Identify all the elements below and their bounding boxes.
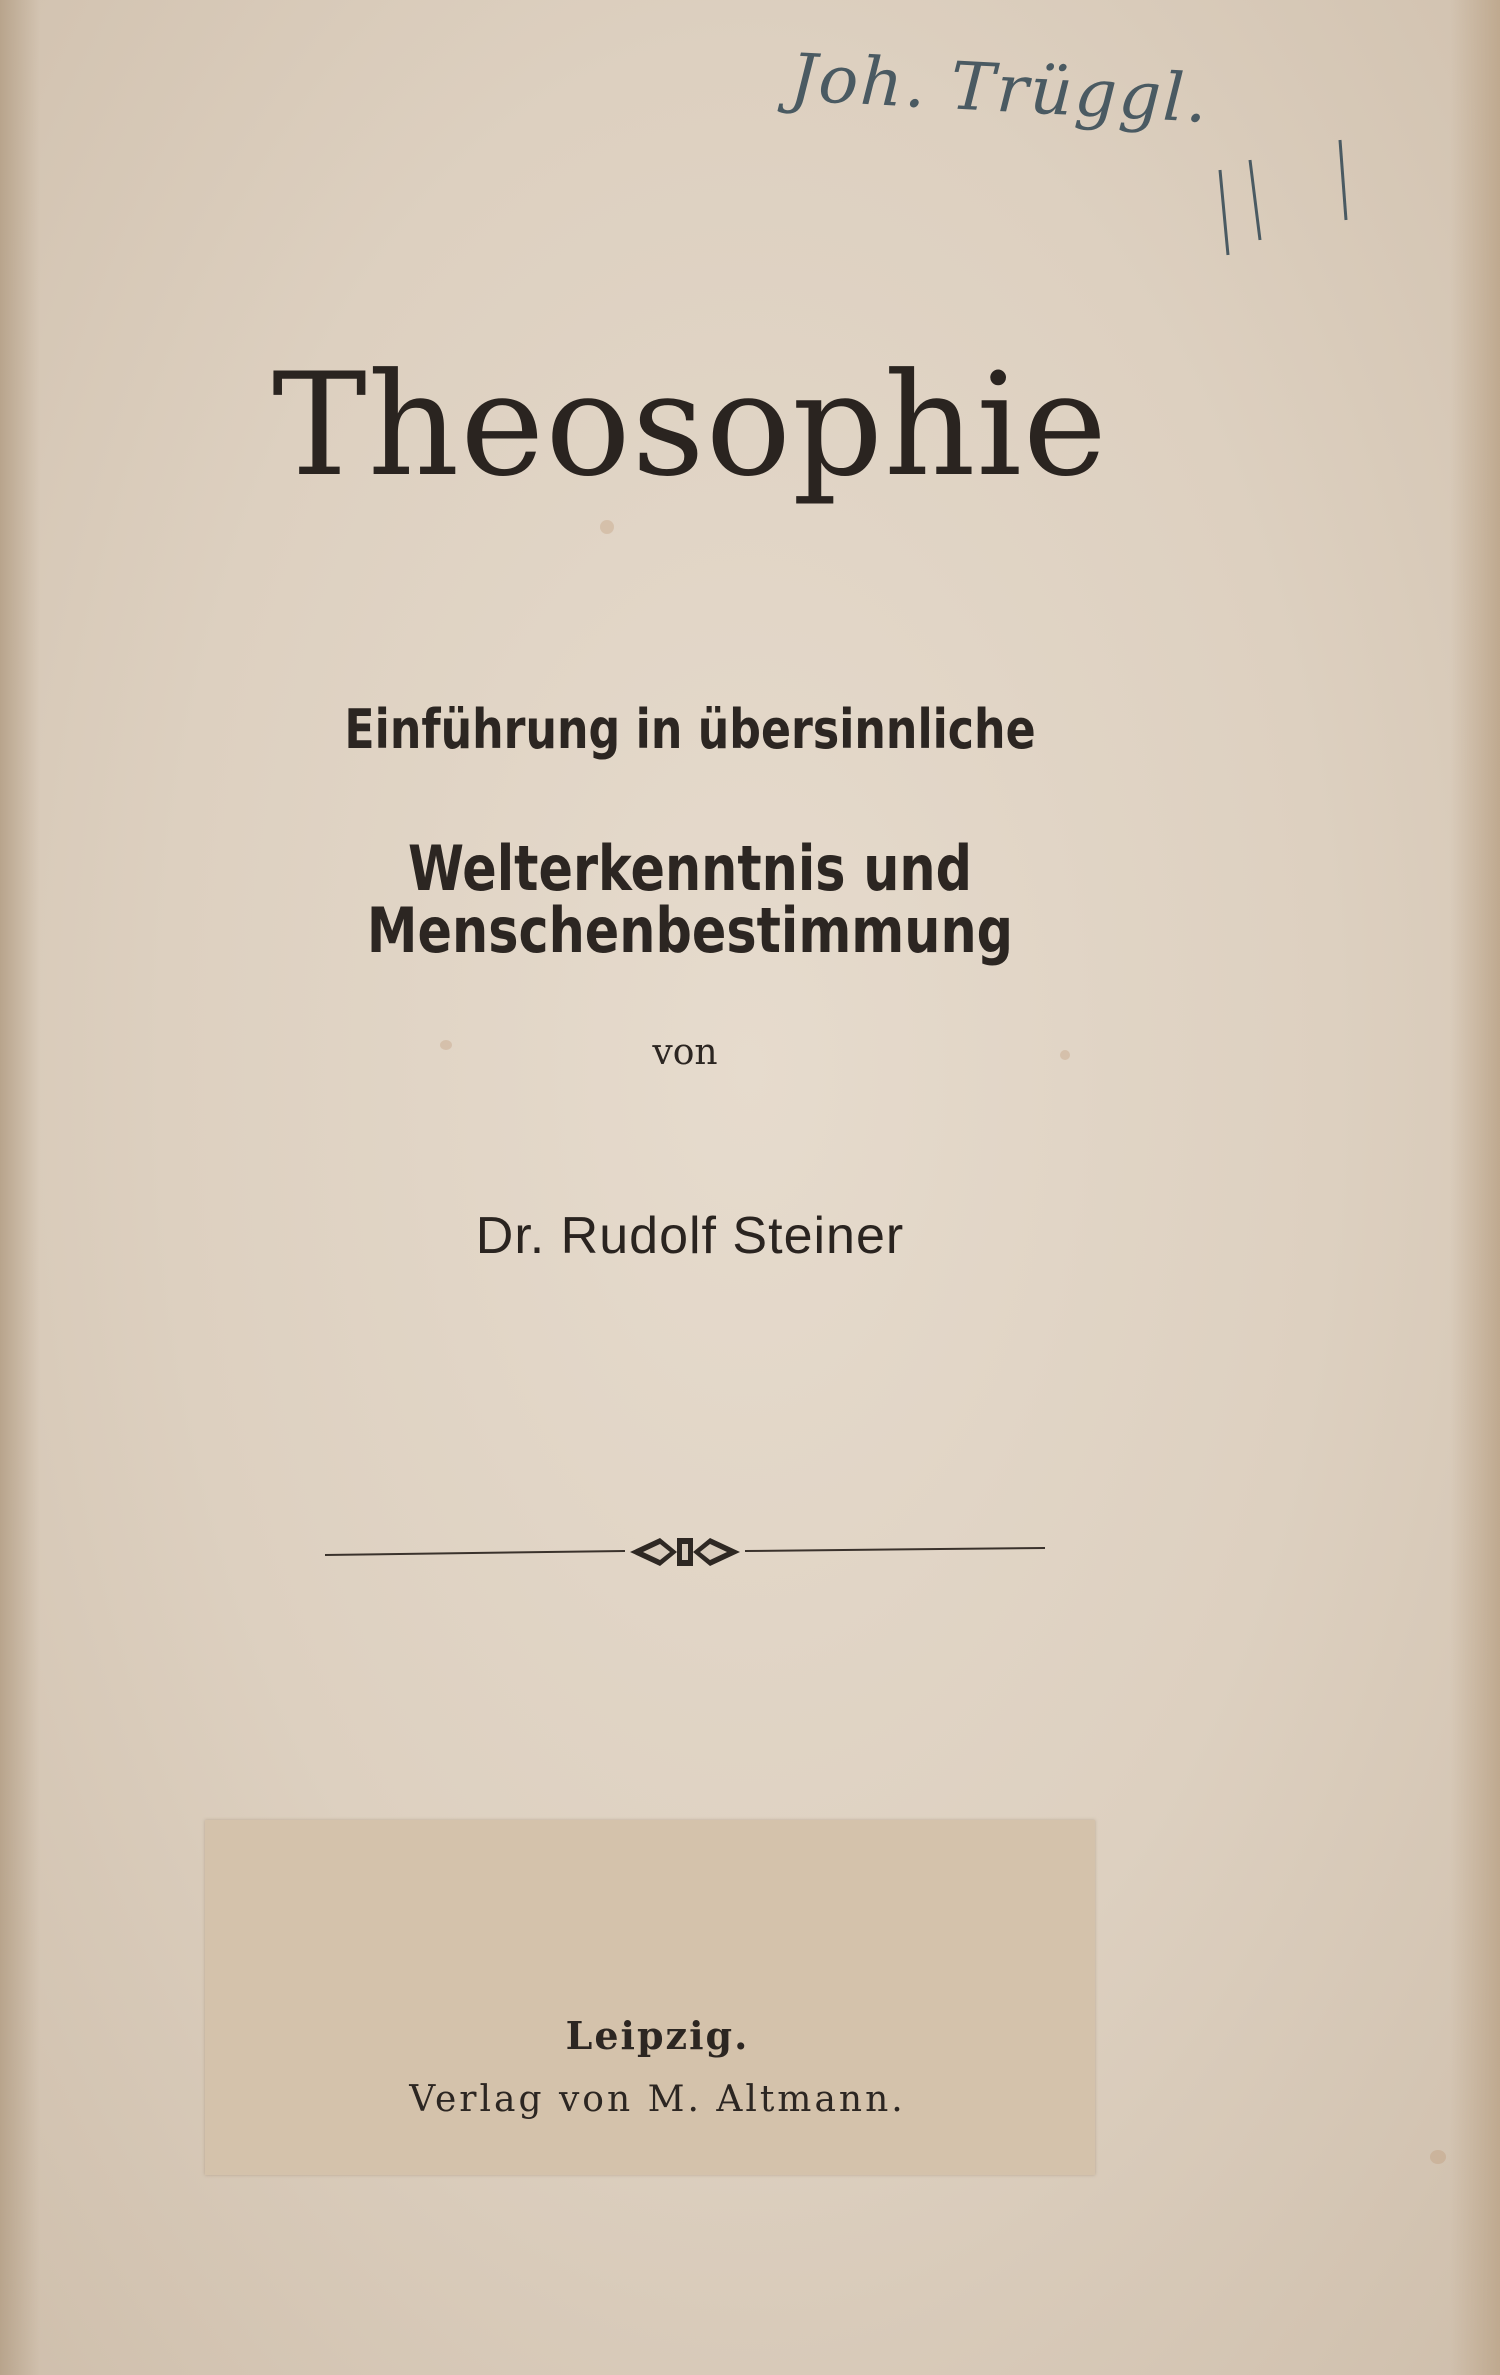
publisher-city: Leipzig. xyxy=(565,2013,750,2058)
book-title: Theosophie xyxy=(272,343,1108,508)
ornamental-divider-icon xyxy=(325,1530,1045,1574)
signature-text: Joh. Trüggl. xyxy=(788,39,1212,138)
subtitle-line-2: Welterkenntnis und Menschenbestimmung xyxy=(366,832,1014,967)
signature-strokes xyxy=(780,20,1400,260)
subtitle-line-1: Einführung in übersinnliche xyxy=(344,698,1036,761)
publisher-name: Verlag von M. Altmann. xyxy=(409,2079,906,2120)
by-word: von xyxy=(652,1032,718,1073)
author-name: Dr. Rudolf Steiner xyxy=(475,1207,905,1265)
handwritten-signature xyxy=(780,20,1400,260)
foxing-spot xyxy=(1430,2150,1446,2164)
publisher-label xyxy=(205,1820,1095,2175)
page-edge-right xyxy=(1450,0,1500,2375)
foxing-spot xyxy=(600,520,614,534)
